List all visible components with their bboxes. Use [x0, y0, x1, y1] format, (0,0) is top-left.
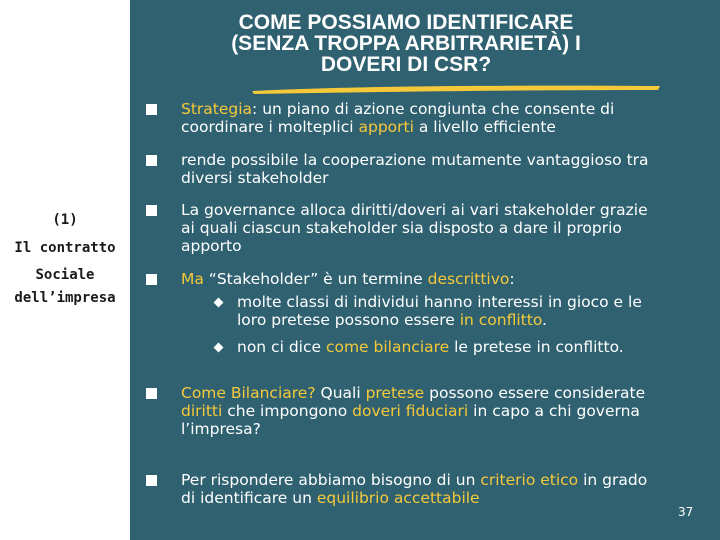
- bullet-governance: La governance alloca diritti/doveri ai vari stakeholder grazie ai quali ciascun stakeholder sia disposto a dare il proprio apporto: [181, 201, 648, 255]
- highlight-descrittivo: descrittivo: [427, 270, 510, 288]
- page-number: 37: [678, 505, 694, 519]
- highlight-ma: Ma: [181, 270, 204, 288]
- bullet-cooperazione: rende possibile la cooperazione mutamente vantaggioso tra diversi stakeholder: [181, 151, 649, 187]
- bullet-strategia: Strategia: un piano di azione congiunta che consente di coordinare i molteplici apporti a livello efficiente: [181, 100, 615, 136]
- sub-bullet-marker: [214, 343, 224, 353]
- bullet-marker: [146, 388, 157, 399]
- slide-title-line2: (SENZA TROPPA ARBITRARIETÀ) I: [231, 32, 581, 55]
- bullet-stakeholder: Ma “Stakeholder” è un termine descrittivo:: [181, 270, 515, 288]
- highlight-pretese: pretese: [365, 384, 425, 402]
- sub-bullet-interessi: molte classi di individui hanno interessi in gioco e le loro pretese possono essere in conflitto.: [237, 293, 642, 329]
- section-title-line2: Sociale: [35, 267, 95, 283]
- bullet-marker: [146, 475, 157, 486]
- sub-bullet-marker: [214, 298, 224, 308]
- slide-title-line3: DOVERI DI CSR?: [320, 53, 492, 76]
- highlight-diritti: diritti: [181, 402, 223, 420]
- section-title-line1: Il contratto: [14, 240, 116, 256]
- bullet-come-bilanciare: Come Bilanciare? Quali pretese possono essere considerate diritti che impongono doveri fiduciari in capo a chi governa l’impresa?: [181, 384, 646, 438]
- highlight-equilibrio: equilibrio accettabile: [316, 489, 480, 507]
- highlight-come-bilanciare-q: Come Bilanciare?: [181, 384, 316, 402]
- highlight-strategia: Strategia: [181, 100, 253, 118]
- highlight-criterio-etico: criterio etico: [480, 471, 579, 489]
- sub-bullet-bilanciare: non ci dice come bilanciare le pretese in conflitto.: [237, 338, 624, 356]
- bullet-marker: [146, 205, 157, 216]
- bullet-criterio-etico: Per rispondere abbiamo bisogno di un criterio etico in grado di identificare un equilibrio accettabile: [181, 471, 648, 507]
- highlight-doveri-fiduciari: doveri fiduciari: [352, 402, 469, 420]
- sidebar-panel: [0, 0, 130, 540]
- bullet-marker: [146, 104, 157, 115]
- highlight-conflitto: in conflitto: [459, 311, 543, 329]
- bullet-marker: [146, 155, 157, 166]
- bullet-marker: [146, 274, 157, 285]
- highlight-come-bilanciare: come bilanciare: [325, 338, 450, 356]
- title-underline-stroke: [250, 82, 662, 96]
- slide-title: [160, 12, 652, 75]
- section-number: (1): [52, 212, 78, 228]
- section-title-line3: dell’impresa: [14, 290, 116, 306]
- highlight-apporti: apporti: [358, 118, 414, 136]
- slide-title-line1: COME POSSIAMO IDENTIFICARE: [238, 11, 574, 34]
